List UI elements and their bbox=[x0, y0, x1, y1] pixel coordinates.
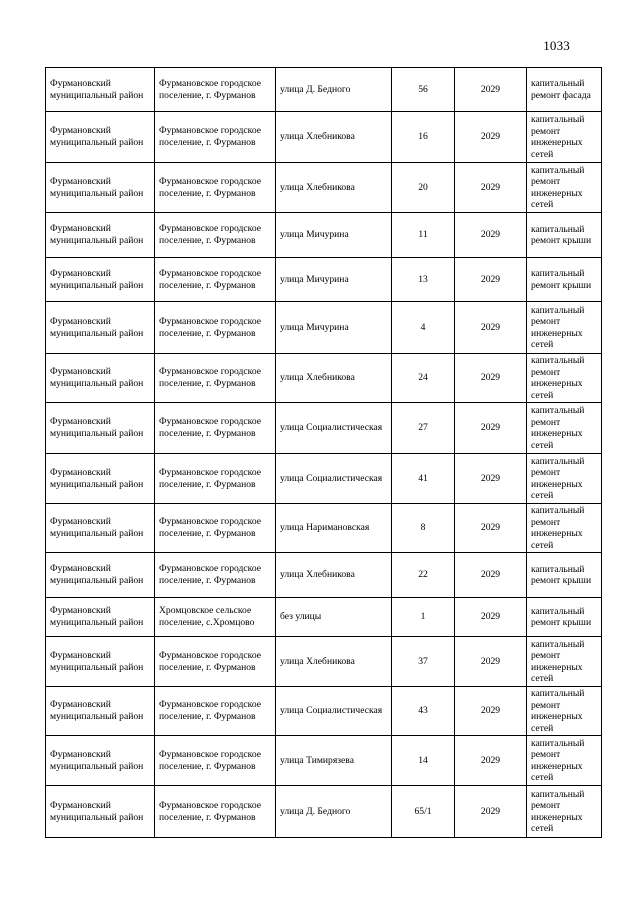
settlement-cell: Хромцовское сельское поселение, с.Хромцово bbox=[155, 598, 276, 637]
year-cell: 2029 bbox=[455, 637, 527, 687]
year-cell: 2029 bbox=[455, 598, 527, 637]
settlement-cell: Фурмановское городское поселение, г. Фурманов bbox=[155, 736, 276, 786]
district-cell: Фурмановский муниципальный район bbox=[46, 454, 155, 504]
street-cell: улица Мичурина bbox=[276, 258, 392, 302]
district-cell: Фурмановский муниципальный район bbox=[46, 68, 155, 112]
table-body bbox=[46, 68, 602, 838]
table-row bbox=[46, 454, 602, 504]
district-cell: Фурмановский муниципальный район bbox=[46, 258, 155, 302]
settlement-cell: Фурмановское городское поселение, г. Фурманов bbox=[155, 687, 276, 736]
table-row bbox=[46, 637, 602, 687]
house-number-cell: 1 bbox=[392, 598, 455, 637]
table-row bbox=[46, 163, 602, 213]
work-type-cell: капитальный ремонт инженерных сетей bbox=[527, 354, 602, 403]
year-cell: 2029 bbox=[455, 68, 527, 112]
settlement-cell: Фурмановское городское поселение, г. Фурманов bbox=[155, 302, 276, 354]
table-row bbox=[46, 403, 602, 454]
house-number-cell: 8 bbox=[392, 504, 455, 553]
repair-schedule-table bbox=[45, 67, 602, 838]
settlement-cell: Фурмановское городское поселение, г. Фурманов bbox=[155, 112, 276, 163]
page-number: 1033 bbox=[543, 38, 570, 53]
work-type-cell: капитальный ремонт крыши bbox=[527, 258, 602, 302]
district-cell: Фурмановский муниципальный район bbox=[46, 687, 155, 736]
settlement-cell: Фурмановское городское поселение, г. Фурманов bbox=[155, 454, 276, 504]
work-type-cell: капитальный ремонт инженерных сетей bbox=[527, 403, 602, 454]
district-cell: Фурмановский муниципальный район bbox=[46, 403, 155, 454]
year-cell: 2029 bbox=[455, 302, 527, 354]
table-row bbox=[46, 68, 602, 112]
house-number-cell: 16 bbox=[392, 112, 455, 163]
table-row bbox=[46, 302, 602, 354]
table-row bbox=[46, 598, 602, 637]
house-number-cell: 27 bbox=[392, 403, 455, 454]
street-cell: улица Мичурина bbox=[276, 213, 392, 258]
year-cell: 2029 bbox=[455, 786, 527, 838]
year-cell: 2029 bbox=[455, 213, 527, 258]
work-type-cell: капитальный ремонт инженерных сетей bbox=[527, 112, 602, 163]
year-cell: 2029 bbox=[455, 112, 527, 163]
district-cell: Фурмановский муниципальный район bbox=[46, 736, 155, 786]
work-type-cell: капитальный ремонт инженерных сетей bbox=[527, 163, 602, 213]
street-cell: улица Социалистическая bbox=[276, 403, 392, 454]
house-number-cell: 11 bbox=[392, 213, 455, 258]
house-number-cell: 4 bbox=[392, 302, 455, 354]
settlement-cell: Фурмановское городское поселение, г. Фурманов bbox=[155, 354, 276, 403]
year-cell: 2029 bbox=[455, 258, 527, 302]
work-type-cell: капитальный ремонт инженерных сетей bbox=[527, 786, 602, 838]
work-type-cell: капитальный ремонт инженерных сетей bbox=[527, 454, 602, 504]
street-cell: улица Хлебникова bbox=[276, 354, 392, 403]
district-cell: Фурмановский муниципальный район bbox=[46, 553, 155, 598]
table-row bbox=[46, 786, 602, 838]
table-row bbox=[46, 354, 602, 403]
house-number-cell: 14 bbox=[392, 736, 455, 786]
district-cell: Фурмановский муниципальный район bbox=[46, 213, 155, 258]
street-cell: улица Д. Бедного bbox=[276, 786, 392, 838]
district-cell: Фурмановский муниципальный район bbox=[46, 504, 155, 553]
district-cell: Фурмановский муниципальный район bbox=[46, 302, 155, 354]
street-cell: улица Мичурина bbox=[276, 302, 392, 354]
street-cell: улица Д. Бедного bbox=[276, 68, 392, 112]
year-cell: 2029 bbox=[455, 736, 527, 786]
year-cell: 2029 bbox=[455, 687, 527, 736]
house-number-cell: 24 bbox=[392, 354, 455, 403]
year-cell: 2029 bbox=[455, 163, 527, 213]
house-number-cell: 13 bbox=[392, 258, 455, 302]
settlement-cell: Фурмановское городское поселение, г. Фурманов bbox=[155, 403, 276, 454]
table-row bbox=[46, 112, 602, 163]
street-cell: без улицы bbox=[276, 598, 392, 637]
year-cell: 2029 bbox=[455, 454, 527, 504]
work-type-cell: капитальный ремонт инженерных сетей bbox=[527, 736, 602, 786]
street-cell: улица Хлебникова bbox=[276, 637, 392, 687]
street-cell: улица Наримановская bbox=[276, 504, 392, 553]
house-number-cell: 20 bbox=[392, 163, 455, 213]
settlement-cell: Фурмановское городское поселение, г. Фурманов bbox=[155, 68, 276, 112]
work-type-cell: капитальный ремонт фасада bbox=[527, 68, 602, 112]
work-type-cell: капитальный ремонт инженерных сетей bbox=[527, 687, 602, 736]
street-cell: улица Хлебникова bbox=[276, 112, 392, 163]
settlement-cell: Фурмановское городское поселение, г. Фурманов bbox=[155, 553, 276, 598]
district-cell: Фурмановский муниципальный район bbox=[46, 598, 155, 637]
settlement-cell: Фурмановское городское поселение, г. Фурманов bbox=[155, 163, 276, 213]
district-cell: Фурмановский муниципальный район bbox=[46, 163, 155, 213]
year-cell: 2029 bbox=[455, 403, 527, 454]
table-row bbox=[46, 258, 602, 302]
house-number-cell: 37 bbox=[392, 637, 455, 687]
year-cell: 2029 bbox=[455, 553, 527, 598]
street-cell: улица Социалистическая bbox=[276, 687, 392, 736]
table-row bbox=[46, 736, 602, 786]
work-type-cell: капитальный ремонт крыши bbox=[527, 213, 602, 258]
street-cell: улица Социалистическая bbox=[276, 454, 392, 504]
street-cell: улица Хлебникова bbox=[276, 553, 392, 598]
work-type-cell: капитальный ремонт крыши bbox=[527, 598, 602, 637]
district-cell: Фурмановский муниципальный район bbox=[46, 354, 155, 403]
settlement-cell: Фурмановское городское поселение, г. Фурманов bbox=[155, 213, 276, 258]
district-cell: Фурмановский муниципальный район bbox=[46, 637, 155, 687]
house-number-cell: 43 bbox=[392, 687, 455, 736]
settlement-cell: Фурмановское городское поселение, г. Фурманов bbox=[155, 637, 276, 687]
table-row bbox=[46, 553, 602, 598]
work-type-cell: капитальный ремонт крыши bbox=[527, 553, 602, 598]
table-row bbox=[46, 504, 602, 553]
work-type-cell: капитальный ремонт инженерных сетей bbox=[527, 504, 602, 553]
table-row bbox=[46, 213, 602, 258]
street-cell: улица Хлебникова bbox=[276, 163, 392, 213]
house-number-cell: 65/1 bbox=[392, 786, 455, 838]
year-cell: 2029 bbox=[455, 354, 527, 403]
settlement-cell: Фурмановское городское поселение, г. Фурманов bbox=[155, 786, 276, 838]
house-number-cell: 56 bbox=[392, 68, 455, 112]
district-cell: Фурмановский муниципальный район bbox=[46, 112, 155, 163]
work-type-cell: капитальный ремонт инженерных сетей bbox=[527, 302, 602, 354]
street-cell: улица Тимирязева bbox=[276, 736, 392, 786]
settlement-cell: Фурмановское городское поселение, г. Фурманов bbox=[155, 258, 276, 302]
year-cell: 2029 bbox=[455, 504, 527, 553]
settlement-cell: Фурмановское городское поселение, г. Фурманов bbox=[155, 504, 276, 553]
house-number-cell: 22 bbox=[392, 553, 455, 598]
table-row bbox=[46, 687, 602, 736]
house-number-cell: 41 bbox=[392, 454, 455, 504]
district-cell: Фурмановский муниципальный район bbox=[46, 786, 155, 838]
work-type-cell: капитальный ремонт инженерных сетей bbox=[527, 637, 602, 687]
